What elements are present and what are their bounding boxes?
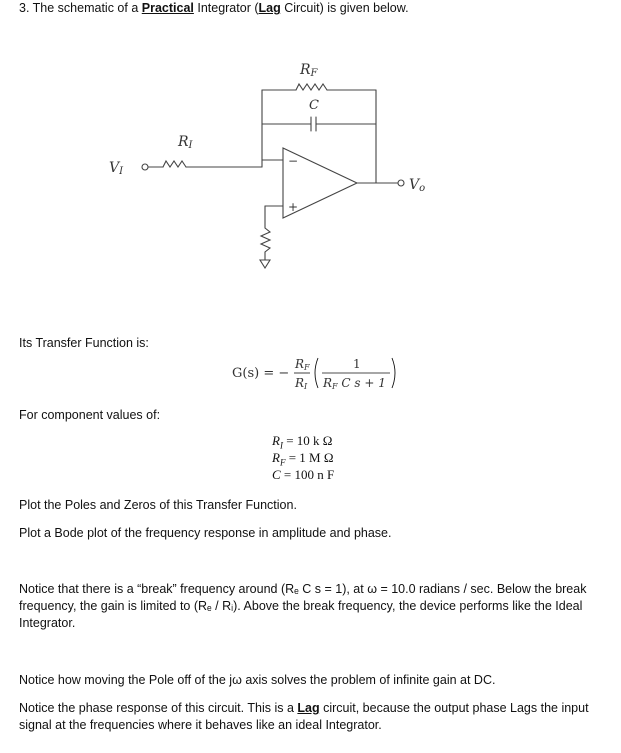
- component-ri: $R_I = 10$ k Ω: [272, 433, 333, 451]
- rf-resistor: [296, 84, 327, 90]
- transfer-intro: Its Transfer Function is:: [19, 336, 149, 350]
- svg-text:RI: RI: [295, 376, 308, 391]
- ground-resistor: [261, 228, 270, 252]
- output-terminal: [398, 180, 404, 186]
- notice-break-frequency: Notice that there is a “break” frequency around (Rₑ C s = 1), at ω = 10.0 radians / sec. Below the break frequency, the gain is limited to (Rₑ / Rᵢ). Above the break frequency, the device performs like the Ideal Integrator.: [19, 582, 587, 630]
- formula-num-r: R: [295, 357, 305, 371]
- label-minus: −: [288, 154, 299, 168]
- heading-prefix: 3. The schematic of a: [19, 1, 142, 15]
- heading-suffix: Circuit) is given below.: [280, 1, 409, 15]
- notice-lag-word: Lag: [297, 701, 320, 715]
- formula-lhs: G(s) = −: [232, 366, 290, 381]
- ri-resistor: [163, 161, 186, 167]
- transfer-function-formula: [232, 350, 432, 396]
- task-bode-plot: Plot a Bode plot of the frequency response in amplitude and phase.: [19, 526, 392, 540]
- component-c: C = 100 n F: [272, 467, 335, 482]
- svg-text:RF C s + 1: RF C s + 1: [323, 376, 386, 391]
- component-rf: $R_F = 1$ M Ω: [272, 450, 334, 468]
- svg-text:RF: RF: [295, 357, 310, 372]
- heading-practical: Practical: [141, 1, 194, 15]
- label-vo: Vo: [409, 177, 426, 194]
- formula-den-r: R: [295, 376, 305, 390]
- formula-inner-den: R: [323, 376, 333, 390]
- label-ri: RI: [178, 134, 193, 151]
- formula-inner-num: 1: [353, 357, 361, 371]
- label-c: C: [309, 98, 319, 113]
- components-intro: For component values of:: [19, 408, 161, 422]
- integrator-schematic: [0, 0, 621, 300]
- heading-middle: Integrator (: [193, 1, 259, 15]
- heading-lag: Lag: [258, 1, 281, 15]
- notice-pole-dc: Notice how moving the Pole off of the jω axis solves the problem of infinite gain at DC.: [19, 673, 496, 687]
- label-vi: VI: [109, 160, 124, 177]
- task-poles-zeros: Plot the Poles and Zeros of this Transfer Function.: [19, 498, 297, 512]
- input-terminal: [142, 164, 148, 170]
- label-plus: +: [288, 200, 299, 214]
- notice-phase-lag: Notice the phase response of this circuit. This is a Lag circuit, because the output phase Lags the input signal at the frequencies where it behaves like an ideal Integrator.: [19, 701, 589, 732]
- ground-symbol: [260, 260, 270, 268]
- label-rf: RF: [300, 62, 318, 79]
